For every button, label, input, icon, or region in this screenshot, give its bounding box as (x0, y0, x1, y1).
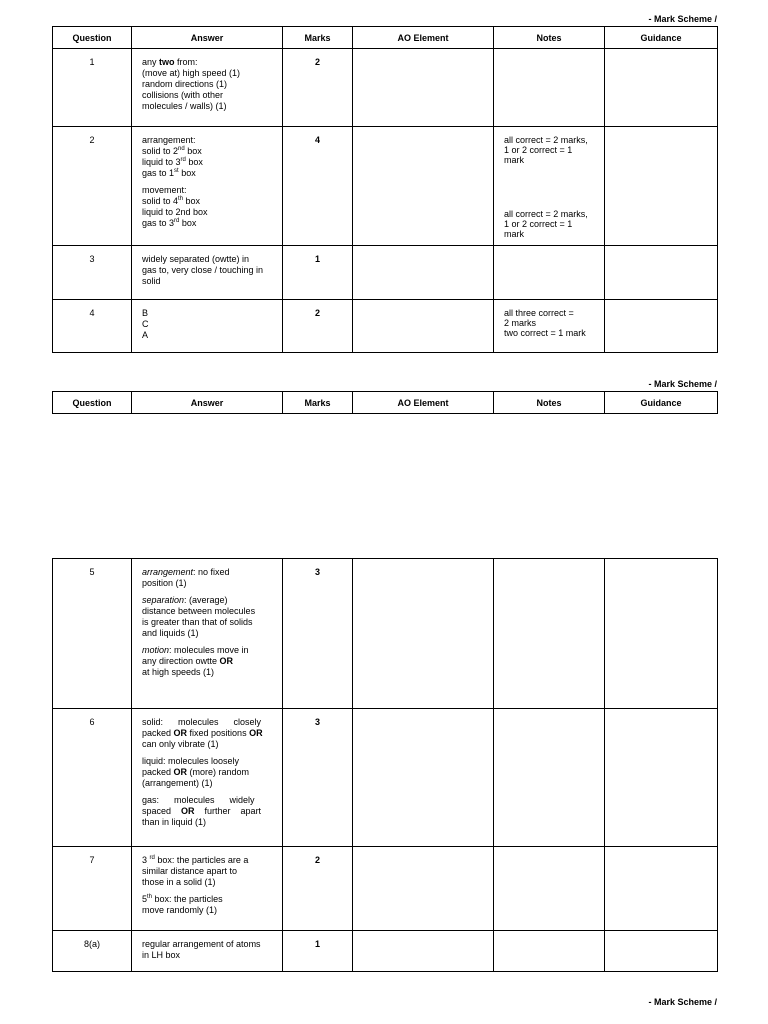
answer-line: at high speeds (1) (142, 667, 215, 677)
answer-line: similar distance apart to (142, 866, 238, 876)
table-header-row (53, 392, 718, 414)
answer-line: regular arrangement of atoms (142, 939, 261, 949)
col-header-guidance: Guidance (605, 27, 718, 49)
table-row (53, 847, 718, 931)
table-row (53, 709, 718, 847)
answer-line: liquid to 2nd box (142, 207, 208, 217)
answer-line: any two from: (142, 57, 198, 67)
answer-line: random directions (1) (142, 79, 228, 89)
guidance-cell (605, 300, 718, 353)
answer-line: packed OR (more) random (142, 767, 250, 777)
ao-element-cell (353, 559, 494, 709)
col-header-notes: Notes (494, 27, 605, 49)
answer-line: is greater than that of solids (142, 617, 253, 627)
question-number: 6 (53, 709, 132, 847)
answer-line: gas to, very close / touching in (142, 265, 264, 275)
answer-line: and liquids (1) (142, 628, 199, 638)
notes-line: mark (504, 155, 524, 165)
answer-line: move randomly (1) (142, 905, 218, 915)
answer-line: gas to 1st box (142, 168, 196, 178)
notes-line: mark (504, 229, 524, 239)
mark-scheme-table-3 (52, 558, 718, 972)
answer-line: movement: (142, 185, 187, 195)
table-row (53, 931, 718, 972)
answer-line: widely separated (owtte) in (142, 254, 250, 264)
answer-line: solid (142, 276, 161, 286)
answer-line: spaced OR further apart (142, 806, 262, 816)
ao-element-cell (353, 300, 494, 353)
answer-line: gas: molecules widely (142, 795, 255, 805)
table-row (53, 300, 718, 353)
answer-line: any direction owtte OR (142, 656, 234, 666)
guidance-cell (605, 931, 718, 972)
col-header-notes: Notes (494, 392, 605, 414)
page-header-label: - Mark Scheme / (648, 997, 717, 1007)
col-header-ao-element: AO Element (353, 392, 494, 414)
answer-line: A (142, 330, 149, 340)
notes-line: 1 or 2 correct = 1 (504, 219, 573, 229)
guidance-cell (605, 559, 718, 709)
answer-cell (132, 847, 283, 931)
table-row (53, 127, 718, 246)
ao-element-cell (353, 49, 494, 127)
answer-cell (132, 709, 283, 847)
notes-cell (494, 559, 605, 709)
answer-line: liquid to 3rd box (142, 157, 203, 167)
answer-line: distance between molecules (142, 606, 256, 616)
col-header-answer: Answer (132, 27, 283, 49)
col-header-marks: Marks (283, 392, 353, 414)
answer-cell (132, 246, 283, 300)
ao-element-cell (353, 709, 494, 847)
guidance-cell (605, 246, 718, 300)
mark-scheme-table-1 (52, 26, 718, 353)
question-number: 1 (53, 49, 132, 127)
answer-line: those in a solid (1) (142, 877, 216, 887)
answer-line: collisions (with other (142, 90, 224, 100)
notes-line: 1 or 2 correct = 1 (504, 145, 573, 155)
answer-cell (132, 559, 283, 709)
answer-line: (move at) high speed (1) (142, 68, 241, 78)
marks-cell: 3 (283, 559, 353, 709)
marks-cell: 2 (283, 847, 353, 931)
notes-line: all correct = 2 marks, (504, 135, 588, 145)
table-row (53, 246, 718, 300)
answer-line: in LH box (142, 950, 181, 960)
marks-cell: 1 (283, 246, 353, 300)
col-header-question: Question (53, 392, 132, 414)
question-number: 4 (53, 300, 132, 353)
answer-line: 5th box: the particles (142, 894, 223, 904)
notes-cell (494, 709, 605, 847)
page-header-label: - Mark Scheme / (648, 379, 717, 389)
col-header-ao-element: AO Element (353, 27, 494, 49)
table-header-row (53, 27, 718, 49)
marks-cell: 1 (283, 931, 353, 972)
notes-line: all three correct = (504, 308, 574, 318)
answer-line: (arrangement) (1) (142, 778, 213, 788)
table-row (53, 559, 718, 709)
mark-scheme-table-2 (52, 391, 718, 414)
notes-cell (494, 300, 605, 353)
answer-line: position (1) (142, 578, 187, 588)
answer-line: liquid: molecules loosely (142, 756, 240, 766)
answer-line: than in liquid (1) (142, 817, 207, 827)
guidance-cell (605, 709, 718, 847)
notes-cell (494, 847, 605, 931)
col-header-answer: Answer (132, 392, 283, 414)
table-row (53, 49, 718, 127)
col-header-question: Question (53, 27, 132, 49)
ao-element-cell (353, 847, 494, 931)
answer-line: solid to 4th box (142, 196, 201, 206)
marks-cell: 4 (283, 127, 353, 246)
answer-line: solid to 2nd box (142, 146, 202, 156)
answer-cell (132, 931, 283, 972)
answer-line: molecules / walls) (1) (142, 101, 227, 111)
marks-cell: 2 (283, 300, 353, 353)
marks-cell: 3 (283, 709, 353, 847)
question-number: 8(a) (53, 931, 132, 972)
question-number: 5 (53, 559, 132, 709)
answer-line: 3 $^{rd}$ box: the particles are a (142, 855, 249, 865)
notes-line: all correct = 2 marks, (504, 209, 588, 219)
answer-cell (132, 300, 283, 353)
answer-line: separation: (average) (142, 595, 228, 605)
answer-line: B (142, 308, 149, 318)
answer-line: C (142, 319, 149, 329)
question-number: 3 (53, 246, 132, 300)
answer-line: can only vibrate (1) (142, 739, 219, 749)
notes-cell (494, 931, 605, 972)
notes-cell (494, 246, 605, 300)
notes-line: 2 marks (504, 318, 537, 328)
guidance-cell (605, 49, 718, 127)
guidance-cell (605, 847, 718, 931)
ao-element-cell (353, 127, 494, 246)
answer-line: motion: molecules move in (142, 645, 249, 655)
notes-cell (494, 127, 605, 246)
answer-cell (132, 49, 283, 127)
notes-line: two correct = 1 mark (504, 328, 586, 338)
answer-line: gas to 3rd box (142, 218, 197, 228)
guidance-cell (605, 127, 718, 246)
page-header-label: - Mark Scheme / (648, 14, 717, 24)
ao-element-cell (353, 931, 494, 972)
marks-cell: 2 (283, 49, 353, 127)
ao-element-cell (353, 246, 494, 300)
answer-line: arrangement: no fixed (142, 567, 230, 577)
col-header-guidance: Guidance (605, 392, 718, 414)
answer-line: arrangement: (142, 135, 196, 145)
notes-cell (494, 49, 605, 127)
answer-line: packed OR fixed positions OR (142, 728, 263, 738)
answer-line: solid: molecules closely (142, 717, 262, 727)
question-number: 2 (53, 127, 132, 246)
question-number: 7 (53, 847, 132, 931)
answer-cell (132, 127, 283, 246)
col-header-marks: Marks (283, 27, 353, 49)
